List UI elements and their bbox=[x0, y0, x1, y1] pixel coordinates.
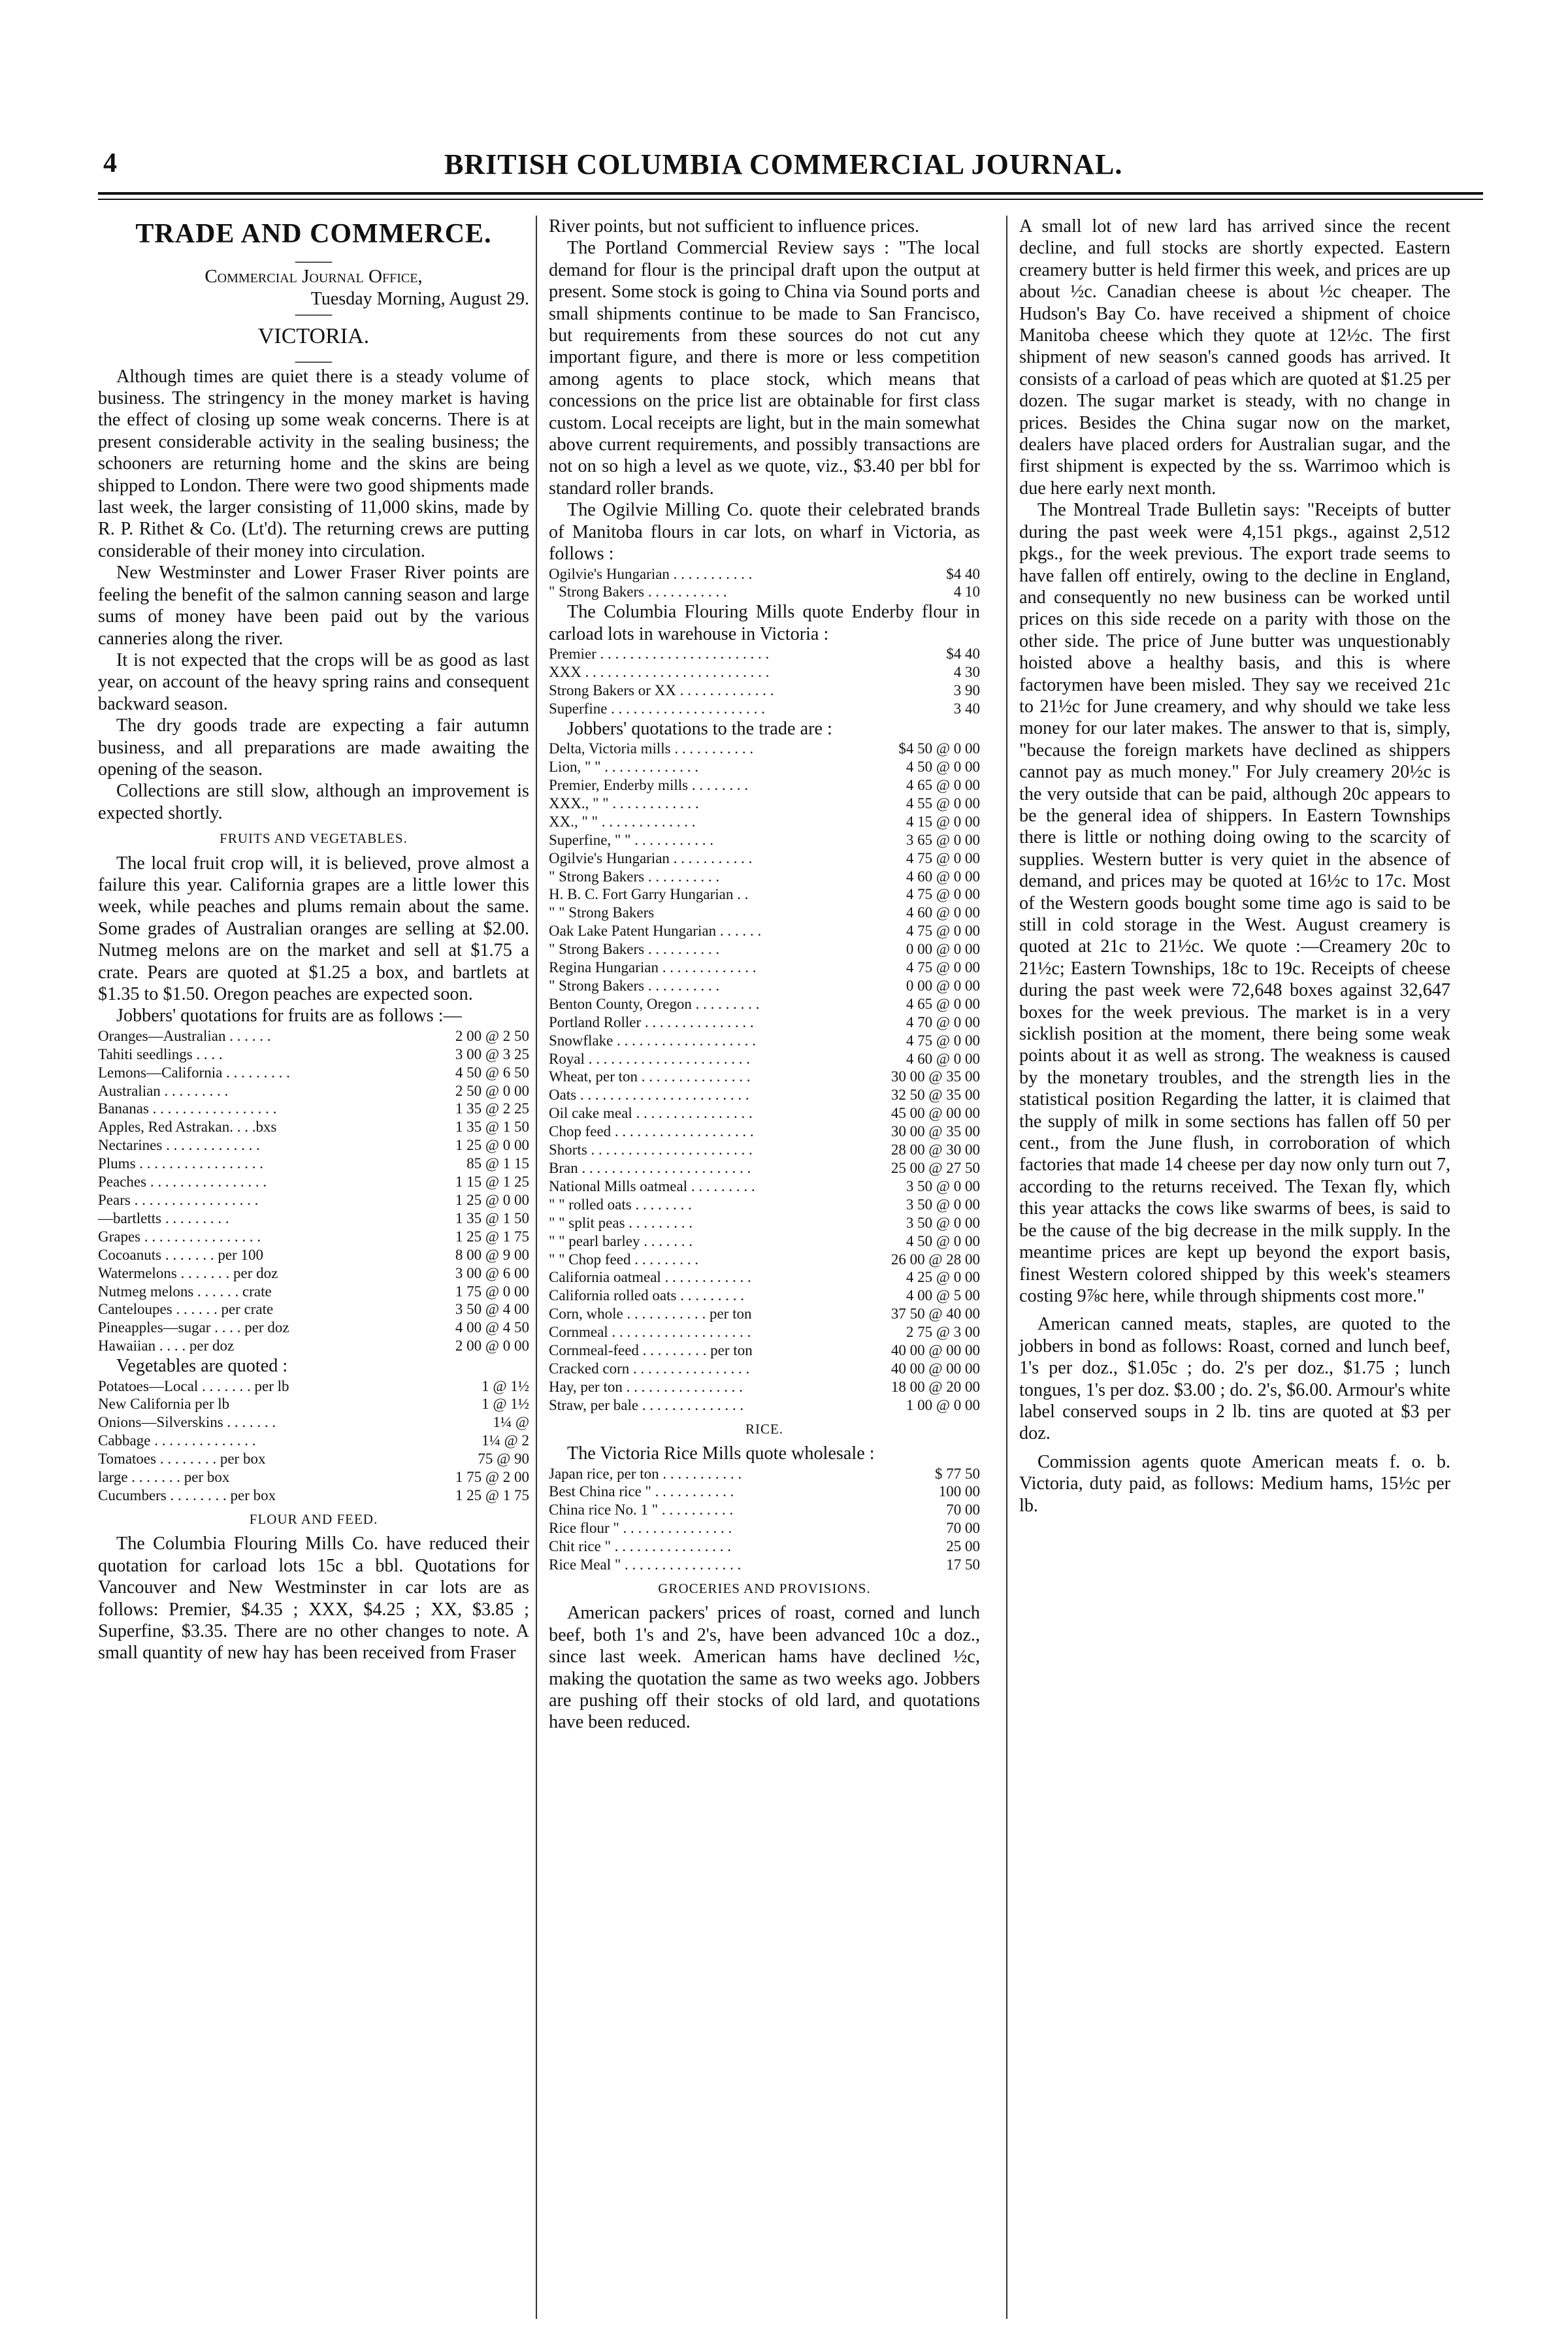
price-item-value: 4 60 @ 0 00 bbox=[906, 904, 980, 921]
price-item-name: Superfine . . . . . . . . . . . . . . . . . . . . . bbox=[549, 700, 765, 717]
price-item-value: 4 25 @ 0 00 bbox=[906, 1269, 980, 1286]
price-item-value: 2 75 @ 3 00 bbox=[906, 1324, 980, 1341]
price-item-name: Nutmeg melons . . . . . . crate bbox=[98, 1283, 272, 1300]
price-item-value: $4 40 bbox=[946, 565, 980, 582]
price-row bbox=[98, 1319, 529, 1337]
price-row bbox=[549, 813, 980, 831]
price-item-value: 0 00 @ 0 00 bbox=[906, 977, 980, 994]
price-item-value: 85 @ 1 15 bbox=[466, 1155, 529, 1172]
price-row bbox=[549, 1050, 980, 1068]
price-row bbox=[98, 1027, 529, 1045]
price-item-value: 70 00 bbox=[946, 1502, 980, 1519]
price-item-name: Superfine, " " . . . . . . . . . . . bbox=[549, 831, 713, 848]
price-item-value: 1 25 @ 1 75 bbox=[455, 1228, 529, 1245]
price-row bbox=[549, 1537, 980, 1556]
price-item-value: 1 35 @ 1 50 bbox=[455, 1119, 529, 1136]
price-item-value: 1 35 @ 1 50 bbox=[455, 1209, 529, 1226]
price-row bbox=[98, 1432, 529, 1450]
price-row bbox=[98, 1300, 529, 1319]
price-item-name: Onions—Silverskins . . . . . . . bbox=[98, 1414, 276, 1431]
price-item-value: 3 40 bbox=[953, 700, 980, 717]
price-item-value: 32 50 @ 35 00 bbox=[890, 1087, 980, 1104]
price-item-value: 3 50 @ 0 00 bbox=[906, 1177, 980, 1194]
price-item-name: Cornmeal-feed . . . . . . . . . per ton bbox=[549, 1342, 753, 1359]
price-row bbox=[549, 1068, 980, 1086]
price-row bbox=[549, 1287, 980, 1305]
price-item-value: 40 00 @ 00 00 bbox=[890, 1342, 980, 1359]
price-item-name: Hay, per ton . . . . . . . . . . . . . . . . bbox=[549, 1378, 743, 1395]
divider-dash: —— bbox=[295, 304, 333, 325]
price-item-name: Bananas . . . . . . . . . . . . . . . . . bbox=[98, 1100, 277, 1117]
rice-price-list bbox=[549, 1465, 980, 1574]
price-row bbox=[549, 904, 980, 922]
paragraph: The Victoria Rice Mills quote wholesale : bbox=[567, 1443, 875, 1464]
price-item-value: 37 50 @ 40 00 bbox=[890, 1306, 980, 1322]
price-row bbox=[549, 1483, 980, 1501]
price-row bbox=[98, 1100, 529, 1118]
paragraph: The local fruit crop will, it is believed, prove almost a failure this year. California grapes are a little lower this week, while peaches and plums remain about the same. Some grades of Australian oranges are selling at $2.00. Nutmeg melons are on the market and sell at $1.75 a crate. Pears are quoted at $1.25 a box, and bartlets at $1.35 to $1.50. Oregon peaches are expected soon. bbox=[98, 853, 529, 1004]
price-item-value: 4 75 @ 0 00 bbox=[906, 923, 980, 940]
price-item-value: 100 00 bbox=[938, 1483, 980, 1500]
price-item-value: 25 00 @ 27 50 bbox=[890, 1160, 980, 1176]
price-item-value: 3 50 @ 0 00 bbox=[906, 1214, 980, 1231]
price-item-name: Rice Meal " . . . . . . . . . . . . . . . . bbox=[549, 1556, 742, 1573]
paragraph: American packers' prices of roast, corned and lunch beef, both 1's and 2's, have been advanced 10c a doz., since last week. American hams have declined ½c, making the quotation the same as two weeks ago. Jobbers are pushing off their stocks of old lard, and quotations have been reduced. bbox=[549, 1603, 980, 1733]
price-row bbox=[549, 1086, 980, 1104]
price-item-name: Nectarines . . . . . . . . . . . . . bbox=[98, 1137, 260, 1154]
price-row bbox=[98, 1191, 529, 1209]
price-item-name: " " Strong Bakers bbox=[549, 904, 655, 921]
column-divider bbox=[536, 216, 537, 2319]
price-row bbox=[549, 1013, 980, 1032]
column-1 bbox=[98, 216, 529, 1664]
price-item-value: 75 @ 90 bbox=[478, 1451, 529, 1468]
price-row bbox=[549, 776, 980, 795]
price-item-value: $4 40 bbox=[946, 646, 980, 663]
price-item-name: Royal . . . . . . . . . . . . . . . . . . . . . . bbox=[549, 1050, 750, 1067]
paragraph: A small lot of new lard has arrived since the recent decline, and full stocks are shortly expected. Eastern creamery butter is held firmer this week, and prices are up about ½c. Canadian cheese is about ½c cheaper. The Hudson's Bay Co. have received a shipment of choice Manitoba cheese which they quote at 12½c. The first shipment of new season's canned goods has arrived. It consists of a carload of peas which are quoted at $1.25 per dozen. The sugar market is steady, with no change in prices. Besides the China sugar now on the market, dealers have placed orders for Australian sugar, and the first shipment is expected by the ss. Warrimoo which is due here early next month. bbox=[1019, 216, 1450, 499]
price-item-value: 1 25 @ 0 00 bbox=[455, 1137, 529, 1154]
price-item-name: " Strong Bakers . . . . . . . . . . bbox=[549, 977, 720, 994]
price-item-name: National Mills oatmeal . . . . . . . . . bbox=[549, 1177, 755, 1194]
price-item-value: 4 50 @ 0 00 bbox=[906, 759, 980, 776]
price-item-value: $4 50 @ 0 00 bbox=[898, 740, 980, 757]
price-item-value: 3 00 @ 6 00 bbox=[455, 1264, 529, 1281]
price-item-name: Oranges—Australian . . . . . . bbox=[98, 1027, 271, 1044]
subsection-heading: FLOUR AND FEED. bbox=[249, 1511, 378, 1527]
price-row bbox=[549, 1268, 980, 1287]
section-title: TRADE AND COMMERCE. bbox=[135, 219, 492, 249]
price-item-name: Plums . . . . . . . . . . . . . . . . . bbox=[98, 1155, 264, 1172]
paragraph: Jobbers' quotations to the trade are : bbox=[567, 718, 832, 739]
price-item-name: Strong Bakers or XX . . . . . . . . . . . . . bbox=[549, 682, 774, 698]
price-row bbox=[549, 1232, 980, 1251]
price-item-name: Premier . . . . . . . . . . . . . . . . . . . . . . . bbox=[549, 646, 770, 663]
price-item-name: Tomatoes . . . . . . . . per box bbox=[98, 1451, 266, 1468]
price-item-name: " Strong Bakers . . . . . . . . . . bbox=[549, 868, 720, 885]
price-row bbox=[549, 831, 980, 849]
price-item-name: Australian . . . . . . . . . bbox=[98, 1082, 229, 1099]
jobbers-price-list bbox=[549, 740, 980, 1415]
price-item-value: 4 55 @ 0 00 bbox=[906, 795, 980, 812]
price-row bbox=[98, 1264, 529, 1283]
price-item-name: Cocoanuts . . . . . . . per 100 bbox=[98, 1246, 263, 1263]
price-row bbox=[98, 1173, 529, 1191]
price-row bbox=[98, 1283, 529, 1301]
price-row bbox=[549, 849, 980, 868]
price-row bbox=[98, 1413, 529, 1432]
price-item-value: 0 00 @ 0 00 bbox=[906, 941, 980, 958]
price-item-value: 8 00 @ 9 00 bbox=[455, 1246, 529, 1263]
price-row bbox=[549, 1360, 980, 1378]
paragraph: The Columbia Flouring Mills quote Enderby flour in carload lots in warehouse in Victoria : bbox=[549, 602, 980, 644]
price-row bbox=[98, 1209, 529, 1228]
price-row bbox=[98, 1136, 529, 1155]
columbia-price-list bbox=[549, 645, 980, 718]
price-item-value: 4 75 @ 0 00 bbox=[906, 1032, 980, 1049]
divider-dash: —— bbox=[295, 350, 333, 371]
price-item-value: 18 00 @ 20 00 bbox=[890, 1378, 980, 1395]
price-item-value: 26 00 @ 28 00 bbox=[890, 1251, 980, 1268]
price-row bbox=[98, 1246, 529, 1264]
column-2 bbox=[549, 216, 980, 1733]
price-row bbox=[549, 795, 980, 813]
price-row bbox=[549, 1396, 980, 1415]
price-item-value: 2 50 @ 0 00 bbox=[455, 1082, 529, 1099]
paragraph: Although times are quiet there is a steady volume of business. The stringency in the money market is having the effect of closing up some weak concerns. There is at present considerable activity in the sealing business; the schooners are returning home and the skins are being shipped to London. There were two good shipments made last week, the larger consisting of 11,000 skins, made by R. P. Rithet & Co. (Lt'd). The returning crews are putting considerable of their money into circulation. bbox=[98, 366, 529, 561]
price-item-name: Ogilvie's Hungarian . . . . . . . . . . . bbox=[549, 849, 753, 866]
price-item-name: Benton County, Oregon . . . . . . . . . bbox=[549, 995, 760, 1012]
price-item-value: 30 00 @ 35 00 bbox=[890, 1068, 980, 1085]
price-item-name: Wheat, per ton . . . . . . . . . . . . . . . bbox=[549, 1068, 751, 1085]
price-row bbox=[98, 1337, 529, 1355]
paragraph: Jobbers' quotations for fruits are as follows :— bbox=[116, 1006, 462, 1026]
price-item-name: " " split peas . . . . . . . . . bbox=[549, 1214, 693, 1231]
price-item-name: " " rolled oats . . . . . . . . bbox=[549, 1196, 692, 1213]
price-item-name: Best China rice " . . . . . . . . . . . bbox=[549, 1483, 734, 1500]
price-item-value: 4 15 @ 0 00 bbox=[906, 813, 980, 830]
price-row bbox=[98, 1395, 529, 1413]
price-item-name: " " pearl barley . . . . . . . bbox=[549, 1232, 693, 1249]
dateline: Tuesday Morning, August 29. bbox=[310, 288, 529, 309]
price-row bbox=[549, 1556, 980, 1574]
price-item-name: Cabbage . . . . . . . . . . . . . . bbox=[98, 1432, 256, 1449]
price-row bbox=[98, 1450, 529, 1468]
price-item-value: 4 75 @ 0 00 bbox=[906, 849, 980, 866]
price-row bbox=[549, 1159, 980, 1177]
price-item-name: Grapes . . . . . . . . . . . . . . . . bbox=[98, 1228, 261, 1245]
price-row bbox=[549, 1123, 980, 1141]
price-row bbox=[549, 1519, 980, 1537]
vegetable-price-list bbox=[98, 1377, 529, 1505]
price-item-name: Oil cake meal . . . . . . . . . . . . . . . . bbox=[549, 1105, 753, 1122]
price-item-value: 70 00 bbox=[946, 1520, 980, 1537]
price-row bbox=[549, 922, 980, 940]
paragraph: The Portland Commercial Review says : "The local demand for flour is the principal draft upon the output at present. Some stock is going to China via Sound ports and small shipments continue to be made to San Francisco, but requirements from these sources do not cut any important figure, and there is more or less competition among agents to place stock, which means that concessions on the price list are obtainable for first class custom. Local receipts are light, but in the main somewhat above current requirements, and possibly transactions are not on so high a level as we quote, viz., $3.40 per bbl for standard roller brands. bbox=[549, 238, 980, 499]
price-item-value: 4 70 @ 0 00 bbox=[906, 1013, 980, 1030]
price-row bbox=[549, 1465, 980, 1483]
price-item-value: 2 00 @ 2 50 bbox=[455, 1027, 529, 1044]
price-item-name: Cornmeal . . . . . . . . . . . . . . . . . . . bbox=[549, 1324, 751, 1341]
price-item-name: Pears . . . . . . . . . . . . . . . . . bbox=[98, 1191, 259, 1208]
price-row bbox=[549, 1196, 980, 1214]
price-item-name: H. B. C. Fort Garry Hungarian . . bbox=[549, 886, 749, 903]
price-item-value: 1¼ @ 2 bbox=[482, 1432, 529, 1449]
price-item-name: Premier, Enderby mills . . . . . . . . bbox=[549, 776, 749, 793]
price-item-value: $ 77 50 bbox=[935, 1465, 980, 1482]
price-row bbox=[98, 1486, 529, 1505]
header-rule bbox=[98, 192, 1483, 195]
price-item-name: Japan rice, per ton . . . . . . . . . . . bbox=[549, 1465, 742, 1482]
price-row bbox=[549, 645, 980, 663]
price-row bbox=[549, 1214, 980, 1232]
price-item-name: Apples, Red Astrakan. . . .bxs bbox=[98, 1119, 277, 1136]
price-row bbox=[549, 1104, 980, 1123]
price-item-name: XX., " " . . . . . . . . . . . . . bbox=[549, 813, 696, 830]
price-item-value: 4 10 bbox=[953, 583, 980, 600]
journal-title: BRITISH COLUMBIA COMMERCIAL JOURNAL. bbox=[444, 148, 1123, 180]
price-item-name: " Strong Bakers . . . . . . . . . . . bbox=[549, 583, 727, 600]
price-item-name: " " Chop feed . . . . . . . . . bbox=[549, 1251, 698, 1268]
price-row bbox=[549, 1323, 980, 1341]
price-row bbox=[98, 1082, 529, 1100]
price-row bbox=[549, 565, 980, 583]
header-rule-thin bbox=[98, 199, 1483, 200]
paragraph: The Columbia Flouring Mills Co. have reduced their quotation for carload lots 15c a bbl. Quotations for Vancouver and New Westminster in car lots are as follows: Premier, $4.35 ; XXX, $4.25 ; XX, $3.85 ; Superfine, $3.35. There are no other changes to note. A small quantity of new hay has been received from Fraser bbox=[98, 1534, 529, 1664]
price-item-name: Watermelons . . . . . . . per doz bbox=[98, 1264, 278, 1281]
price-row bbox=[549, 700, 980, 718]
price-item-name: Oak Lake Patent Hungarian . . . . . . bbox=[549, 923, 762, 940]
price-item-name: Chop feed . . . . . . . . . . . . . . . . . . . bbox=[549, 1123, 754, 1140]
spacer bbox=[1019, 1445, 1450, 1451]
price-row bbox=[98, 1118, 529, 1136]
price-item-value: 3 65 @ 0 00 bbox=[906, 831, 980, 848]
price-item-value: 40 00 @ 00 00 bbox=[890, 1360, 980, 1377]
price-item-value: 45 00 @ 00 00 bbox=[890, 1105, 980, 1122]
price-item-name: Bran . . . . . . . . . . . . . . . . . . . . . . . bbox=[549, 1160, 751, 1176]
price-item-name: Cracked corn . . . . . . . . . . . . . . . . bbox=[549, 1360, 750, 1377]
price-item-name: Peaches . . . . . . . . . . . . . . . . bbox=[98, 1174, 267, 1191]
subsection-heading: GROCERIES AND PROVISIONS. bbox=[658, 1580, 871, 1596]
price-row bbox=[549, 995, 980, 1013]
price-item-value: 1 25 @ 1 75 bbox=[455, 1486, 529, 1503]
price-item-name: California oatmeal . . . . . . . . . . . . bbox=[549, 1269, 751, 1286]
price-item-name: Delta, Victoria mills . . . . . . . . . . . bbox=[549, 740, 754, 757]
paragraph: Collections are still slow, although an improvement is expected shortly. bbox=[98, 781, 529, 823]
price-row bbox=[549, 682, 980, 700]
price-item-value: 4 60 @ 0 00 bbox=[906, 868, 980, 885]
fruit-price-list bbox=[98, 1027, 529, 1355]
price-item-value: 1 @ 1½ bbox=[482, 1377, 529, 1394]
price-row bbox=[549, 940, 980, 959]
price-item-name: —bartletts . . . . . . . . . bbox=[98, 1209, 229, 1226]
price-item-name: Tahiti seedlings . . . . bbox=[98, 1045, 223, 1062]
price-item-value: 4 60 @ 0 00 bbox=[906, 1050, 980, 1067]
price-item-name: Shorts . . . . . . . . . . . . . . . . . . . . . . bbox=[549, 1141, 753, 1158]
price-item-value: 3 00 @ 3 25 bbox=[455, 1045, 529, 1062]
price-row bbox=[549, 758, 980, 776]
subsection-heading: FRUITS AND VEGETABLES. bbox=[220, 830, 408, 847]
price-item-name: Regina Hungarian . . . . . . . . . . . . . bbox=[549, 959, 757, 976]
price-row bbox=[98, 1468, 529, 1486]
price-item-value: 4 75 @ 0 00 bbox=[906, 959, 980, 976]
price-row bbox=[549, 740, 980, 758]
price-item-value: 4 30 bbox=[953, 664, 980, 681]
city-heading: VICTORIA. bbox=[257, 324, 370, 349]
price-item-name: Ogilvie's Hungarian . . . . . . . . . . . bbox=[549, 565, 753, 582]
price-item-value: 1 15 @ 1 25 bbox=[455, 1174, 529, 1191]
price-row bbox=[549, 885, 980, 904]
price-item-value: 1 75 @ 2 00 bbox=[455, 1469, 529, 1486]
price-item-name: Rice flour " . . . . . . . . . . . . . . . bbox=[549, 1520, 732, 1537]
price-row bbox=[98, 1228, 529, 1246]
paragraph: American canned meats, staples, are quoted to the jobbers in bond as follows: Roast, corned and lunch beef, 1's per doz., $1.05c ; do. 2's per doz., $1.75 ; lunch tongues, 1's per doz. $3.00 ; do. 2's, $6.00. Armour's white label conserved soups in 2 lb. tins are quoted at $3 per doz. bbox=[1019, 1314, 1450, 1444]
price-item-value: 3 50 @ 0 00 bbox=[906, 1196, 980, 1213]
price-row bbox=[98, 1155, 529, 1173]
price-row bbox=[98, 1377, 529, 1396]
column-3 bbox=[1019, 216, 1450, 1517]
price-row bbox=[549, 1305, 980, 1323]
price-item-name: Corn, whole . . . . . . . . . . . per ton bbox=[549, 1306, 752, 1322]
price-item-name: Cucumbers . . . . . . . . per box bbox=[98, 1486, 276, 1503]
paragraph: It is not expected that the crops will be as good as last year, on account of the heavy spring rains and consequent backward season. bbox=[98, 649, 529, 714]
price-item-name: China rice No. 1 " . . . . . . . . . . bbox=[549, 1502, 734, 1519]
price-item-name: New California per lb bbox=[98, 1396, 230, 1413]
price-item-value: 4 65 @ 0 00 bbox=[906, 995, 980, 1012]
price-row bbox=[549, 1341, 980, 1360]
price-item-value: 4 75 @ 0 00 bbox=[906, 886, 980, 903]
price-item-name: Lemons—California . . . . . . . . . bbox=[98, 1064, 290, 1081]
paragraph: The Montreal Trade Bulletin says: "Receipts of butter during the past week were 4,151 pkgs., against 2,512 pkgs., for the week previous. The export trade seems to have fallen off entirely, owing to the decline in England, and consequently no new business can be worked until prices on this side recede on a parity with those on the other side. The price of June butter was unquestionably hoisted above a healthy basis, and this is where factorymen have been misled. They say we received 21c to 21½c for June creamery, and why should we take less money for our later makes. The answer to that is, simply, "because the foreign markets have declined as shippers cannot pay as much money." For July creamery 20½c is the very outside that can be paid, although 20c appears to be the general idea of shippers. In Eastern Townships there is little or nothing doing owing to the scarcity of supplies. Western butter is very quiet in the absence of demand, and prices may be quoted at 16½c to 17c. Most of the Western goods bought some time ago is said to be still in cold storage in the West. August creamery is quoted at 21c to 21½c. We quote :—Creamery 20c to 21½c; Eastern Townships, 18c to 19c. Receipts of cheese during the past week were 72,648 boxes against 32,647 boxes for the week previous. The market is in a very sicklish position at the moment, there being some weak points about it as well as strong. The weakness is caused by the monetary troubles, and the strength lies in the statistical position Regarding the latter, it is claimed that the supply of milk in some sections has fallen off 50 per cent., from the June flush, in corroboration of which factories that made 14 cheese per day now only turn out 7, according to the returns received. The Texan fly, which this year attacks the cows like swarms of bees, is said to be the cause of the big decrease in the milk supply. In the meantime prices are kept up beyond the export basis, finest Western colored shipped by this week's steamers costing 9⅞c here, while through shipments cost more." bbox=[1019, 500, 1450, 1306]
price-item-value: 4 00 @ 5 00 bbox=[906, 1287, 980, 1304]
price-row bbox=[549, 1501, 980, 1519]
office-line: Commercial Journal Office, bbox=[204, 266, 423, 287]
page-number: 4 bbox=[103, 148, 117, 178]
price-row bbox=[549, 1032, 980, 1050]
price-item-value: 1¼ @ bbox=[493, 1414, 529, 1431]
price-item-name: Pineapples—sugar . . . . per doz bbox=[98, 1319, 289, 1336]
price-item-name: Oats . . . . . . . . . . . . . . . . . . . . . . . bbox=[549, 1087, 749, 1104]
price-row bbox=[98, 1064, 529, 1082]
price-row bbox=[549, 663, 980, 682]
price-item-name: Chit rice " . . . . . . . . . . . . . . . . bbox=[549, 1538, 731, 1555]
price-item-value: 3 90 bbox=[953, 682, 980, 698]
paragraph: River points, but not sufficient to influence prices. bbox=[549, 216, 920, 237]
price-item-value: 1 00 @ 0 00 bbox=[906, 1396, 980, 1413]
price-item-value: 1 35 @ 2 25 bbox=[455, 1100, 529, 1117]
price-item-value: 1 @ 1½ bbox=[482, 1396, 529, 1413]
price-row bbox=[98, 1045, 529, 1064]
price-row bbox=[549, 868, 980, 886]
price-item-value: 2 00 @ 0 00 bbox=[455, 1338, 529, 1355]
price-item-value: 30 00 @ 35 00 bbox=[890, 1123, 980, 1140]
spacer bbox=[1019, 1307, 1450, 1313]
price-item-value: 4 50 @ 6 50 bbox=[455, 1064, 529, 1081]
price-item-name: Potatoes—Local . . . . . . . per lb bbox=[98, 1377, 289, 1394]
price-item-name: XXX . . . . . . . . . . . . . . . . . . . . . . . . . bbox=[549, 664, 770, 681]
price-row bbox=[549, 1141, 980, 1159]
paragraph: Vegetables are quoted : bbox=[116, 1356, 288, 1377]
price-item-value: 4 00 @ 4 50 bbox=[455, 1319, 529, 1336]
price-row bbox=[549, 583, 980, 601]
paragraph: The Ogilvie Milling Co. quote their celebrated brands of Manitoba flours in car lots, on wharf in Victoria, as follows : bbox=[549, 500, 980, 565]
price-item-name: " Strong Bakers . . . . . . . . . . bbox=[549, 941, 720, 958]
price-item-value: 28 00 @ 30 00 bbox=[890, 1141, 980, 1158]
price-row bbox=[549, 1177, 980, 1196]
price-item-name: Portland Roller . . . . . . . . . . . . . . . bbox=[549, 1013, 754, 1030]
price-item-value: 4 50 @ 0 00 bbox=[906, 1232, 980, 1249]
price-item-value: 3 50 @ 4 00 bbox=[455, 1301, 529, 1318]
ogilvie-price-list bbox=[549, 565, 980, 602]
divider-dash: —— bbox=[295, 251, 333, 272]
price-item-name: Canteloupes . . . . . . per crate bbox=[98, 1301, 274, 1318]
price-item-name: Lion, " " . . . . . . . . . . . . . bbox=[549, 759, 698, 776]
price-item-value: 17 50 bbox=[946, 1556, 980, 1573]
price-item-value: 25 00 bbox=[946, 1538, 980, 1555]
price-row bbox=[549, 1251, 980, 1269]
paragraph: Commission agents quote American meats f. o. b. Victoria, duty paid, as follows: Medium hams, 15½c per lb. bbox=[1019, 1451, 1450, 1516]
price-item-name: Straw, per bale . . . . . . . . . . . . . . bbox=[549, 1396, 744, 1413]
subsection-heading: RICE. bbox=[745, 1421, 784, 1437]
price-item-value: 1 75 @ 0 00 bbox=[455, 1283, 529, 1300]
paragraph: New Westminster and Lower Fraser River points are feeling the benefit of the salmon canning season and large sums of money have been paid out by the various canneries along the river. bbox=[98, 563, 529, 649]
price-item-value: 4 65 @ 0 00 bbox=[906, 776, 980, 793]
price-item-name: California rolled oats . . . . . . . . . bbox=[549, 1287, 744, 1304]
price-item-name: Hawaiian . . . . per doz bbox=[98, 1338, 235, 1355]
price-row bbox=[549, 959, 980, 977]
column-divider bbox=[1006, 216, 1007, 2319]
price-item-value: 1 25 @ 0 00 bbox=[455, 1191, 529, 1208]
price-item-name: XXX., " " . . . . . . . . . . . . bbox=[549, 795, 699, 812]
price-row bbox=[549, 1378, 980, 1396]
price-item-name: Snowflake . . . . . . . . . . . . . . . . . . . bbox=[549, 1032, 756, 1049]
paragraph: The dry goods trade are expecting a fair autumn business, and all preparations are made awaiting the opening of the season. bbox=[98, 715, 529, 780]
price-item-name: large . . . . . . . per box bbox=[98, 1469, 230, 1486]
price-row bbox=[549, 977, 980, 995]
